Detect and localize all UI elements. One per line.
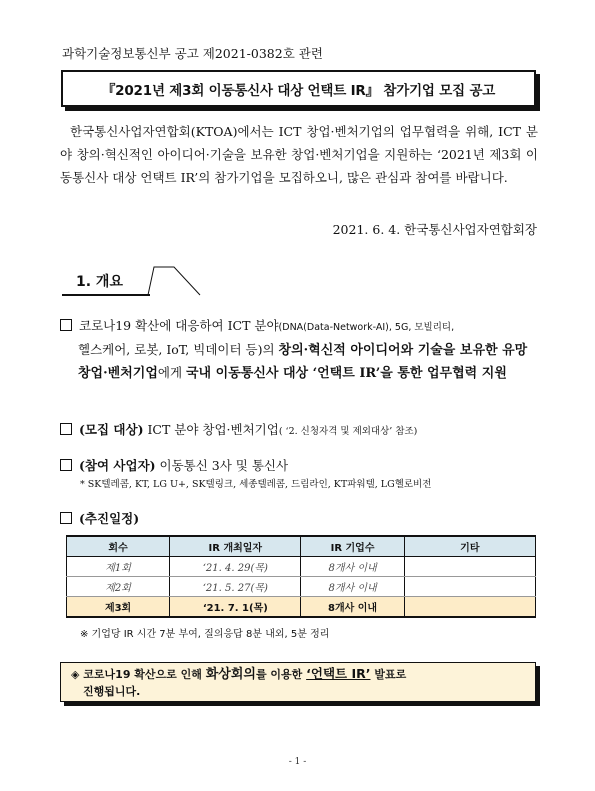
partner-list-note: * SK텔레콤, KT, LG U+, SK텔링크, 세종텔레콤, 드림라인, KT파워텔, LG헬로비전 xyxy=(80,479,432,490)
title-box xyxy=(61,70,536,107)
column-header: 회수 xyxy=(67,536,170,557)
section-heading-overview xyxy=(62,264,197,296)
page-number: - 1 - xyxy=(288,757,307,767)
signature-line: 2021. 6. 4. 한국통신사업자연합회장 xyxy=(332,222,537,237)
intro-paragraph: 한국통신사업자연합회(KTOA)에서는 ICT 창업·벤처기업의 업무협력을 위해, ICT 분야 창의·혁신적인 아이디어·기술을 보유한 창업·벤처기업을 지원하는 ‘2021년 제3회 이동통신사 대상 언택트 IR’의 참가기업을 모집하오니, 많은 관심과 참여를 바랍니다. xyxy=(60,124,538,185)
schedule-table xyxy=(66,535,536,618)
section-label: 1. 개요 xyxy=(76,274,123,290)
column-header: IR 기업수 xyxy=(301,536,404,557)
callout-box: ◈ 코로나19 확산으로 인해 화상회의를 이용한 ‘언택트 IR’ 발표로 진행됩니다. xyxy=(60,662,536,702)
checkbox-square-icon xyxy=(60,512,72,524)
overview-item-target: (모집 대상) ICT 분야 창업·벤처기업( ‘2. 신청자격 및 제외대상’ 참조) xyxy=(60,419,540,443)
table-row-highlighted: 제3회 ‘21. 7. 1(목) 8개사 이내 xyxy=(67,597,536,618)
overview-item-purpose: 코로나19 확산에 대응하여 ICT 분야(DNA(Data-Network-AI), 5G, 모빌리티, 헬스케어, 로봇, IoT, 빅데이터 등)의 창의·혁신적 아이디어와 기술을 보유한 유망 창업·벤처기업에게 국내 이동통신사 대상 ‘언택트 IR’을 통한 업무협력 지원 xyxy=(60,315,538,385)
schedule-footnote: ※ 기업당 IR 시간 7분 부여, 질의응답 8분 내외, 5분 정리 xyxy=(80,629,330,640)
overview-item-schedule: (추진일정) xyxy=(60,508,139,530)
notice-reference: 과학기술정보통신부 공고 제2021-0382호 관련 xyxy=(62,46,323,61)
column-header: IR 개최일자 xyxy=(170,536,301,557)
document-title: 『2021년 제3회 이동통신사 대상 언택트 IR』 참가기업 모집 공고 xyxy=(101,82,496,99)
checkbox-square-icon xyxy=(60,319,72,331)
column-header: 기타 xyxy=(404,536,535,557)
checkbox-square-icon xyxy=(60,459,72,471)
table-row: 제2회 ‘21. 5. 27(목) 8개사 이내 xyxy=(67,577,536,597)
checkbox-square-icon xyxy=(60,423,72,435)
table-row: 제1회 ‘21. 4. 29(목) 8개사 이내 xyxy=(67,557,536,577)
table-header-row xyxy=(67,536,536,557)
overview-item-partners: (참여 사업자) 이동통신 3사 및 통신사 * SK텔레콤, KT, LG U+, SK텔링크, 세종텔레콤, 드림라인, KT파워텔, LG헬로비전 xyxy=(60,455,540,493)
